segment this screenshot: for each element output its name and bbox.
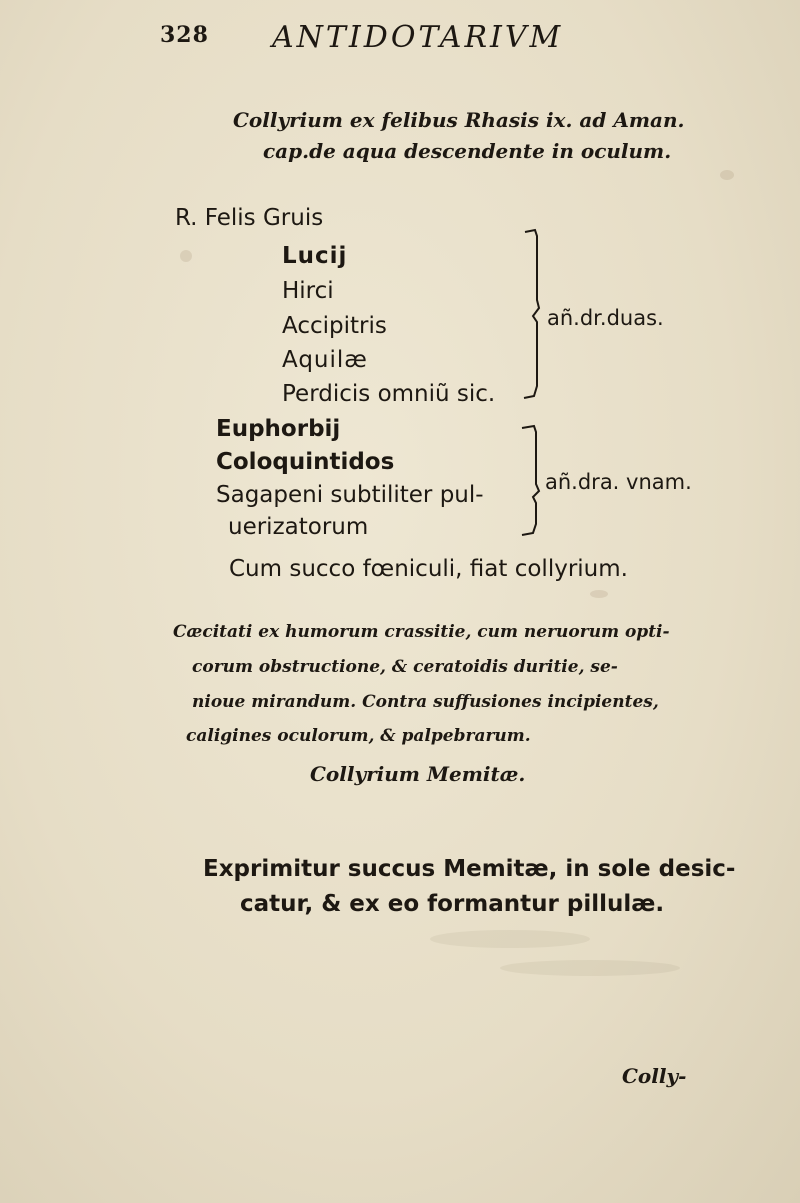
running-title: ANTIDOTARIVM [272,20,564,55]
indication-line: corum obstructione, & ceratoidis duritie, se- [192,657,618,677]
ingredient-line: uerizatorum [228,514,369,540]
ingredient-line: Hirci [282,278,334,304]
indication-line: Cæcitati ex humorum crassitie, cum neruorum opti- [173,622,670,642]
indication-line: nioue mirandum. Contra suffusiones incipientes, [192,692,659,712]
indication-line: caligines oculorum, & palpebrarum. [186,726,531,746]
ingredient-line: Lucij [282,243,348,269]
recipe-closing: Cum succo fœniculi, fiat collyrium. [229,556,628,582]
dose-label: añ.dra. vnam. [545,470,692,494]
ingredient-line: Sagapeni subtiliter pul- [216,482,484,508]
ingredient-line: Accipitris [282,313,387,339]
ingredient-line: Coloquintidos [216,449,395,475]
recipe2-heading: Collyrium Memitæ. [310,762,526,786]
catchword: Colly- [622,1064,687,1088]
ingredient-line: Perdicis omniũ sic. [282,381,496,407]
ingredient-line: R. Felis Gruis [175,205,324,231]
recipe2-line: catur, & ex eo formantur pillulæ. [240,891,665,917]
ingredient-line: Euphorbij [216,416,341,442]
recipe-heading-line1: Collyrium ex felibus Rhasis ix. ad Aman. [233,108,685,132]
recipe2-line: Exprimitur succus Memitæ, in sole desic- [203,856,736,882]
page-number: 328 [160,22,209,48]
ingredient-line: Aquilæ [282,347,368,373]
recipe-heading-line2: cap.de aqua descendente in oculum. [263,139,672,163]
dose-label: añ.dr.duas. [547,306,664,330]
